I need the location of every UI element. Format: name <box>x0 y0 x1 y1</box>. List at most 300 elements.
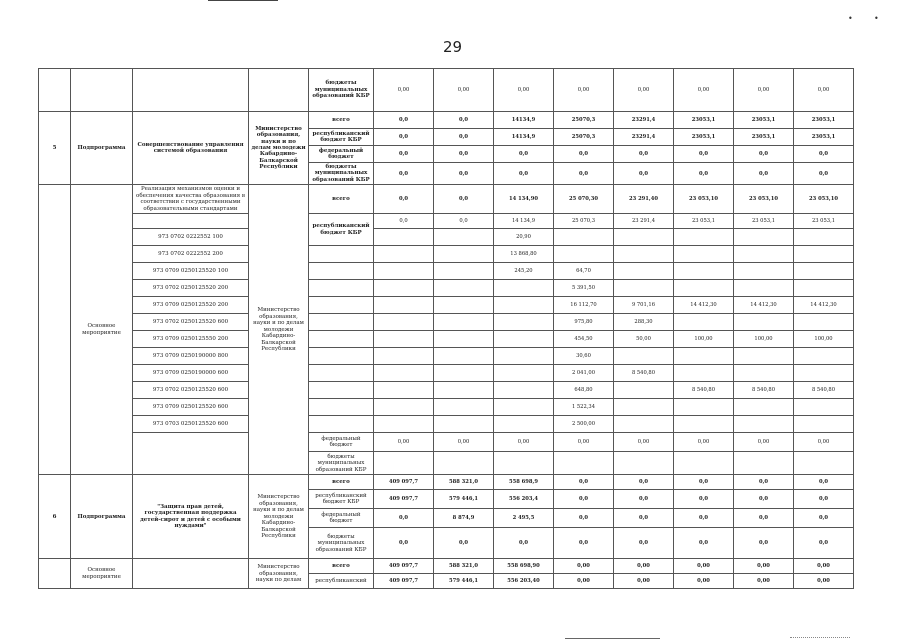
value-cell: 0,0 <box>674 163 734 185</box>
value-cell: 0,0 <box>614 163 674 185</box>
value-cell: 8 540,80 <box>794 382 854 399</box>
value-cell: 14 412,30 <box>734 297 794 314</box>
source-label: федеральный бюджет <box>309 509 374 528</box>
source-label <box>309 263 374 280</box>
table-row <box>39 314 854 331</box>
value-cell: 0,0 <box>434 528 494 559</box>
value-cell <box>434 314 494 331</box>
value-cell: 0,0 <box>434 185 494 214</box>
source-label: всего <box>309 185 374 214</box>
value-cell: 14134,9 <box>494 112 554 129</box>
value-cell <box>674 365 734 382</box>
value-cell <box>374 399 434 416</box>
budget-code: 973 0702 0222552 200 <box>133 246 249 263</box>
value-cell: 0,00 <box>494 433 554 452</box>
budget-code: 973 0702 0250125520 200 <box>133 280 249 297</box>
value-cell: 0,0 <box>614 509 674 528</box>
value-cell: 0,0 <box>614 528 674 559</box>
value-cell: 100,00 <box>734 331 794 348</box>
value-cell: 0,00 <box>794 69 854 112</box>
source-label: республиканский <box>309 574 374 589</box>
subprogram-number: 6 <box>39 475 71 559</box>
num-cell <box>39 185 71 475</box>
value-cell: 556 203,40 <box>494 574 554 589</box>
value-cell <box>374 452 434 475</box>
value-cell: 0,0 <box>674 509 734 528</box>
value-cell: 0,0 <box>794 509 854 528</box>
value-cell: 0,0 <box>434 129 494 146</box>
value-cell: 23 291,40 <box>614 185 674 214</box>
value-cell: 23 053,10 <box>794 185 854 214</box>
source-label: бюджеты муниципальных образований КБР <box>309 69 374 112</box>
value-cell: 2 495,5 <box>494 509 554 528</box>
value-cell: 0,00 <box>674 574 734 589</box>
value-cell: 23 053,1 <box>794 214 854 229</box>
value-cell: 0,0 <box>734 163 794 185</box>
value-cell: 0,00 <box>374 69 434 112</box>
value-cell <box>434 297 494 314</box>
value-cell: 0,00 <box>614 433 674 452</box>
value-cell: 0,00 <box>734 574 794 589</box>
table-row <box>39 433 854 452</box>
value-cell: 0,00 <box>554 433 614 452</box>
value-cell: 14 412,30 <box>674 297 734 314</box>
value-cell <box>734 246 794 263</box>
value-cell <box>374 416 434 433</box>
value-cell: 13 868,80 <box>494 246 554 263</box>
source-label: республиканский бюджет КБР <box>309 214 374 246</box>
source-label <box>309 399 374 416</box>
value-cell: 558 698,9 <box>494 475 554 490</box>
value-cell: 25 070,3 <box>554 214 614 229</box>
value-cell <box>674 348 734 365</box>
value-cell: 409 097,7 <box>374 559 434 574</box>
value-cell: 454,50 <box>554 331 614 348</box>
value-cell: 0,00 <box>614 574 674 589</box>
value-cell: 0,0 <box>374 528 434 559</box>
source-label: всего <box>309 559 374 574</box>
value-cell <box>494 314 554 331</box>
value-cell: 0,0 <box>554 490 614 509</box>
value-cell: 0,0 <box>794 475 854 490</box>
value-cell: 0,0 <box>554 528 614 559</box>
value-cell <box>794 229 854 246</box>
value-cell <box>734 314 794 331</box>
value-cell <box>494 331 554 348</box>
value-cell <box>614 229 674 246</box>
table-row <box>39 382 854 399</box>
value-cell: 23053,1 <box>794 112 854 129</box>
activity-name-cont <box>133 214 249 229</box>
value-cell: 0,00 <box>674 69 734 112</box>
num-cell <box>39 559 71 589</box>
value-cell: 25070,3 <box>554 112 614 129</box>
value-cell: 558 698,90 <box>494 559 554 574</box>
value-cell: 64,70 <box>554 263 614 280</box>
value-cell <box>434 416 494 433</box>
value-cell <box>434 263 494 280</box>
value-cell <box>374 331 434 348</box>
value-cell: 409 097,7 <box>374 574 434 589</box>
value-cell: 23053,1 <box>794 129 854 146</box>
budget-code: 973 0702 0250125520 600 <box>133 382 249 399</box>
table-row <box>39 331 854 348</box>
value-cell <box>494 280 554 297</box>
value-cell: 23053,1 <box>734 129 794 146</box>
table-row <box>39 112 854 129</box>
budget-code: 973 0709 0250125550 200 <box>133 331 249 348</box>
value-cell: 2 500,00 <box>554 416 614 433</box>
value-cell: 0,00 <box>794 574 854 589</box>
source-label <box>309 297 374 314</box>
budget-code: 973 0709 0250125520 200 <box>133 297 249 314</box>
value-cell: 14 134,90 <box>494 185 554 214</box>
value-cell: 9 701,16 <box>614 297 674 314</box>
value-cell <box>614 452 674 475</box>
value-cell: 8 540,80 <box>734 382 794 399</box>
value-cell: 0,0 <box>374 163 434 185</box>
value-cell: 0,00 <box>794 559 854 574</box>
value-cell: 409 097,7 <box>374 475 434 490</box>
table-row <box>39 280 854 297</box>
value-cell: 0,0 <box>434 146 494 163</box>
value-cell <box>614 382 674 399</box>
table-row <box>39 185 854 214</box>
source-label <box>309 348 374 365</box>
value-cell: 579 446,1 <box>434 574 494 589</box>
subprogram-type: Подпрограмма <box>71 475 133 559</box>
value-cell <box>734 348 794 365</box>
value-cell <box>434 331 494 348</box>
value-cell: 0,00 <box>554 69 614 112</box>
value-cell <box>374 365 434 382</box>
value-cell: 0,0 <box>434 112 494 129</box>
source-label <box>309 416 374 433</box>
value-cell <box>494 452 554 475</box>
value-cell: 0,0 <box>734 528 794 559</box>
footer-rule <box>565 638 660 639</box>
name-cell <box>133 69 249 112</box>
value-cell <box>734 365 794 382</box>
value-cell: 0,00 <box>494 69 554 112</box>
value-cell <box>374 314 434 331</box>
value-cell: 0,00 <box>734 559 794 574</box>
value-cell: 14 412,30 <box>794 297 854 314</box>
exec-cell <box>249 69 309 112</box>
value-cell: 0,0 <box>434 163 494 185</box>
value-cell <box>614 399 674 416</box>
table-row <box>39 365 854 382</box>
page-number: 29 <box>442 38 463 56</box>
source-label: республиканский бюджет КБР <box>309 129 374 146</box>
value-cell <box>674 263 734 280</box>
budget-code: 973 0703 0250125520 600 <box>133 416 249 433</box>
value-cell: 648,80 <box>554 382 614 399</box>
value-cell <box>734 229 794 246</box>
value-cell <box>734 399 794 416</box>
table-row <box>39 69 854 112</box>
subprogram-name: "Защита прав детей, государственная поддержка детей-сирот и детей с особыми нуждами" <box>133 475 249 559</box>
activity-type: Основное мероприятие <box>71 185 133 475</box>
value-cell: 0,0 <box>494 163 554 185</box>
value-cell: 0,0 <box>674 475 734 490</box>
value-cell: 1 522,34 <box>554 399 614 416</box>
source-label <box>309 314 374 331</box>
table-row <box>39 214 854 229</box>
value-cell <box>674 416 734 433</box>
value-cell: 23 053,1 <box>734 214 794 229</box>
value-cell <box>794 280 854 297</box>
source-label <box>309 365 374 382</box>
value-cell: 100,00 <box>794 331 854 348</box>
value-cell: 23 053,10 <box>674 185 734 214</box>
value-cell <box>554 452 614 475</box>
value-cell: 0,0 <box>554 475 614 490</box>
subprogram-name: Совершенствование управления системой образования <box>133 112 249 185</box>
value-cell <box>734 280 794 297</box>
value-cell <box>794 399 854 416</box>
value-cell <box>434 246 494 263</box>
value-cell <box>494 365 554 382</box>
value-cell: 16 112,70 <box>554 297 614 314</box>
value-cell: 556 203,4 <box>494 490 554 509</box>
value-cell: 5 391,50 <box>554 280 614 297</box>
value-cell <box>434 452 494 475</box>
value-cell <box>674 452 734 475</box>
value-cell: 8 874,9 <box>434 509 494 528</box>
value-cell <box>674 229 734 246</box>
source-label: бюджеты муниципальных образований КБР <box>309 163 374 185</box>
value-cell <box>614 263 674 280</box>
source-label: бюджеты муниципальных образований КБР <box>309 452 374 475</box>
value-cell <box>374 297 434 314</box>
value-cell: 0,00 <box>674 433 734 452</box>
value-cell: 0,0 <box>374 129 434 146</box>
value-cell: 0,0 <box>614 475 674 490</box>
value-cell: 579 446,1 <box>434 490 494 509</box>
table-row <box>39 348 854 365</box>
table-row <box>39 399 854 416</box>
value-cell: 20,90 <box>494 229 554 246</box>
budget-code: 973 0709 0250190000 800 <box>133 348 249 365</box>
value-cell: 0,0 <box>554 509 614 528</box>
source-label: бюджеты муниципальных образований КБР <box>309 528 374 559</box>
value-cell: 0,0 <box>674 528 734 559</box>
value-cell: 0,00 <box>434 433 494 452</box>
budget-code: 973 0709 0250125520 100 <box>133 263 249 280</box>
value-cell: 0,0 <box>674 146 734 163</box>
value-cell: 0,00 <box>794 433 854 452</box>
value-cell: 14134,9 <box>494 129 554 146</box>
value-cell: 0,0 <box>374 146 434 163</box>
value-cell: 25 070,30 <box>554 185 614 214</box>
value-cell <box>674 314 734 331</box>
value-cell <box>374 246 434 263</box>
table-row <box>39 246 854 263</box>
activity-name: Реализация механизмов оценки и обеспечения качества образования в соответствии с государственными образовательными стандартами <box>133 185 249 214</box>
budget-code: 973 0709 0250190000 600 <box>133 365 249 382</box>
source-label <box>309 331 374 348</box>
value-cell: 23 291,4 <box>614 214 674 229</box>
table-row <box>39 416 854 433</box>
budget-code: 973 0709 0250125520 600 <box>133 399 249 416</box>
source-label: федеральный бюджет <box>309 146 374 163</box>
value-cell <box>794 365 854 382</box>
value-cell <box>614 348 674 365</box>
value-cell <box>674 246 734 263</box>
value-cell: 2 041,00 <box>554 365 614 382</box>
type-cell <box>71 69 133 112</box>
value-cell: 409 097,7 <box>374 490 434 509</box>
value-cell <box>794 314 854 331</box>
footer-rule <box>790 637 850 638</box>
value-cell <box>374 348 434 365</box>
executor: Министерство образования, науки и по делам молодежи Кабардино-Балкарской Республики <box>249 475 309 559</box>
value-cell: 0,00 <box>614 559 674 574</box>
value-cell: 0,0 <box>674 490 734 509</box>
table-row <box>39 475 854 490</box>
value-cell: 8 540,80 <box>614 365 674 382</box>
value-cell <box>554 246 614 263</box>
value-cell: 0,00 <box>674 559 734 574</box>
value-cell: 288,30 <box>614 314 674 331</box>
value-cell <box>434 382 494 399</box>
value-cell: 23 053,1 <box>674 214 734 229</box>
value-cell: 0,0 <box>494 146 554 163</box>
value-cell <box>794 452 854 475</box>
value-cell <box>794 416 854 433</box>
value-cell <box>734 263 794 280</box>
value-cell: 0,0 <box>554 146 614 163</box>
value-cell <box>674 399 734 416</box>
value-cell: 0,0 <box>614 490 674 509</box>
value-cell: 0,0 <box>734 490 794 509</box>
executor: Министерство образования, науки по делам <box>249 559 309 589</box>
value-cell: 50,00 <box>614 331 674 348</box>
value-cell: 0,0 <box>734 509 794 528</box>
budget-table <box>38 68 854 589</box>
value-cell: 100,00 <box>674 331 734 348</box>
budget-code: 973 0702 0250125520 600 <box>133 314 249 331</box>
value-cell <box>434 229 494 246</box>
source-label: федеральный бюджет <box>309 433 374 452</box>
value-cell: 0,00 <box>734 433 794 452</box>
value-cell: 23 053,10 <box>734 185 794 214</box>
value-cell: 23291,4 <box>614 129 674 146</box>
value-cell: 0,00 <box>374 433 434 452</box>
value-cell <box>374 229 434 246</box>
header-rule <box>208 0 278 1</box>
value-cell: 0,0 <box>794 146 854 163</box>
value-cell <box>494 399 554 416</box>
value-cell: 8 540,80 <box>674 382 734 399</box>
scan-mark: • <box>848 14 853 23</box>
source-label: всего <box>309 112 374 129</box>
value-cell <box>794 348 854 365</box>
value-cell <box>494 416 554 433</box>
value-cell: 25070,3 <box>554 129 614 146</box>
value-cell: 23053,1 <box>674 129 734 146</box>
value-cell: 23053,1 <box>734 112 794 129</box>
source-label <box>309 382 374 399</box>
activity-type: Основное мероприятие <box>71 559 133 589</box>
value-cell: 0,00 <box>554 574 614 589</box>
value-cell: 0,0 <box>374 112 434 129</box>
value-cell: 0,0 <box>794 163 854 185</box>
value-cell <box>614 280 674 297</box>
value-cell <box>434 348 494 365</box>
value-cell <box>434 365 494 382</box>
source-label <box>309 280 374 297</box>
value-cell: 0,0 <box>614 146 674 163</box>
value-cell: 0,0 <box>374 214 434 229</box>
value-cell: 0,0 <box>434 214 494 229</box>
value-cell: 0,00 <box>614 69 674 112</box>
value-cell <box>494 382 554 399</box>
value-cell <box>494 348 554 365</box>
value-cell: 23291,4 <box>614 112 674 129</box>
value-cell <box>434 399 494 416</box>
value-cell: 30,60 <box>554 348 614 365</box>
value-cell <box>374 382 434 399</box>
budget-code: 973 0702 0222552 100 <box>133 229 249 246</box>
value-cell: 0,0 <box>734 475 794 490</box>
value-cell <box>734 416 794 433</box>
value-cell: 0,0 <box>374 509 434 528</box>
source-label: всего <box>309 475 374 490</box>
table-row <box>39 559 854 574</box>
executor: Министерство образования, науки и по делам молодежи Кабардино-Балкарской Республики <box>249 185 309 475</box>
value-cell: 975,80 <box>554 314 614 331</box>
value-cell <box>794 246 854 263</box>
value-cell: 0,0 <box>494 528 554 559</box>
value-cell: 588 321,0 <box>434 475 494 490</box>
table-row <box>39 263 854 280</box>
source-label: республиканский бюджет КБР <box>309 490 374 509</box>
value-cell: 0,00 <box>734 69 794 112</box>
value-cell <box>614 416 674 433</box>
value-cell: 0,0 <box>374 185 434 214</box>
scan-mark: • <box>874 14 879 23</box>
value-cell: 23053,1 <box>674 112 734 129</box>
value-cell: 0,00 <box>434 69 494 112</box>
table-row <box>39 297 854 314</box>
subprogram-number: 5 <box>39 112 71 185</box>
value-cell: 0,0 <box>794 528 854 559</box>
value-cell <box>374 280 434 297</box>
value-cell: 0,00 <box>554 559 614 574</box>
value-cell: 245,20 <box>494 263 554 280</box>
value-cell: 588 321,0 <box>434 559 494 574</box>
value-cell <box>374 263 434 280</box>
value-cell <box>434 280 494 297</box>
value-cell: 0,0 <box>794 490 854 509</box>
value-cell <box>614 246 674 263</box>
executor: Министерство образования, науки и по делам молодежи Кабардино-Балкарской Республики <box>249 112 309 185</box>
source-label <box>309 246 374 263</box>
value-cell <box>554 229 614 246</box>
value-cell <box>734 452 794 475</box>
value-cell <box>674 280 734 297</box>
value-cell <box>794 263 854 280</box>
value-cell <box>494 297 554 314</box>
num-cell <box>39 69 71 112</box>
table-row <box>39 229 854 246</box>
activity-name <box>133 559 249 589</box>
code-cell <box>133 433 249 475</box>
value-cell: 0,0 <box>554 163 614 185</box>
subprogram-type: Подпрограмма <box>71 112 133 185</box>
